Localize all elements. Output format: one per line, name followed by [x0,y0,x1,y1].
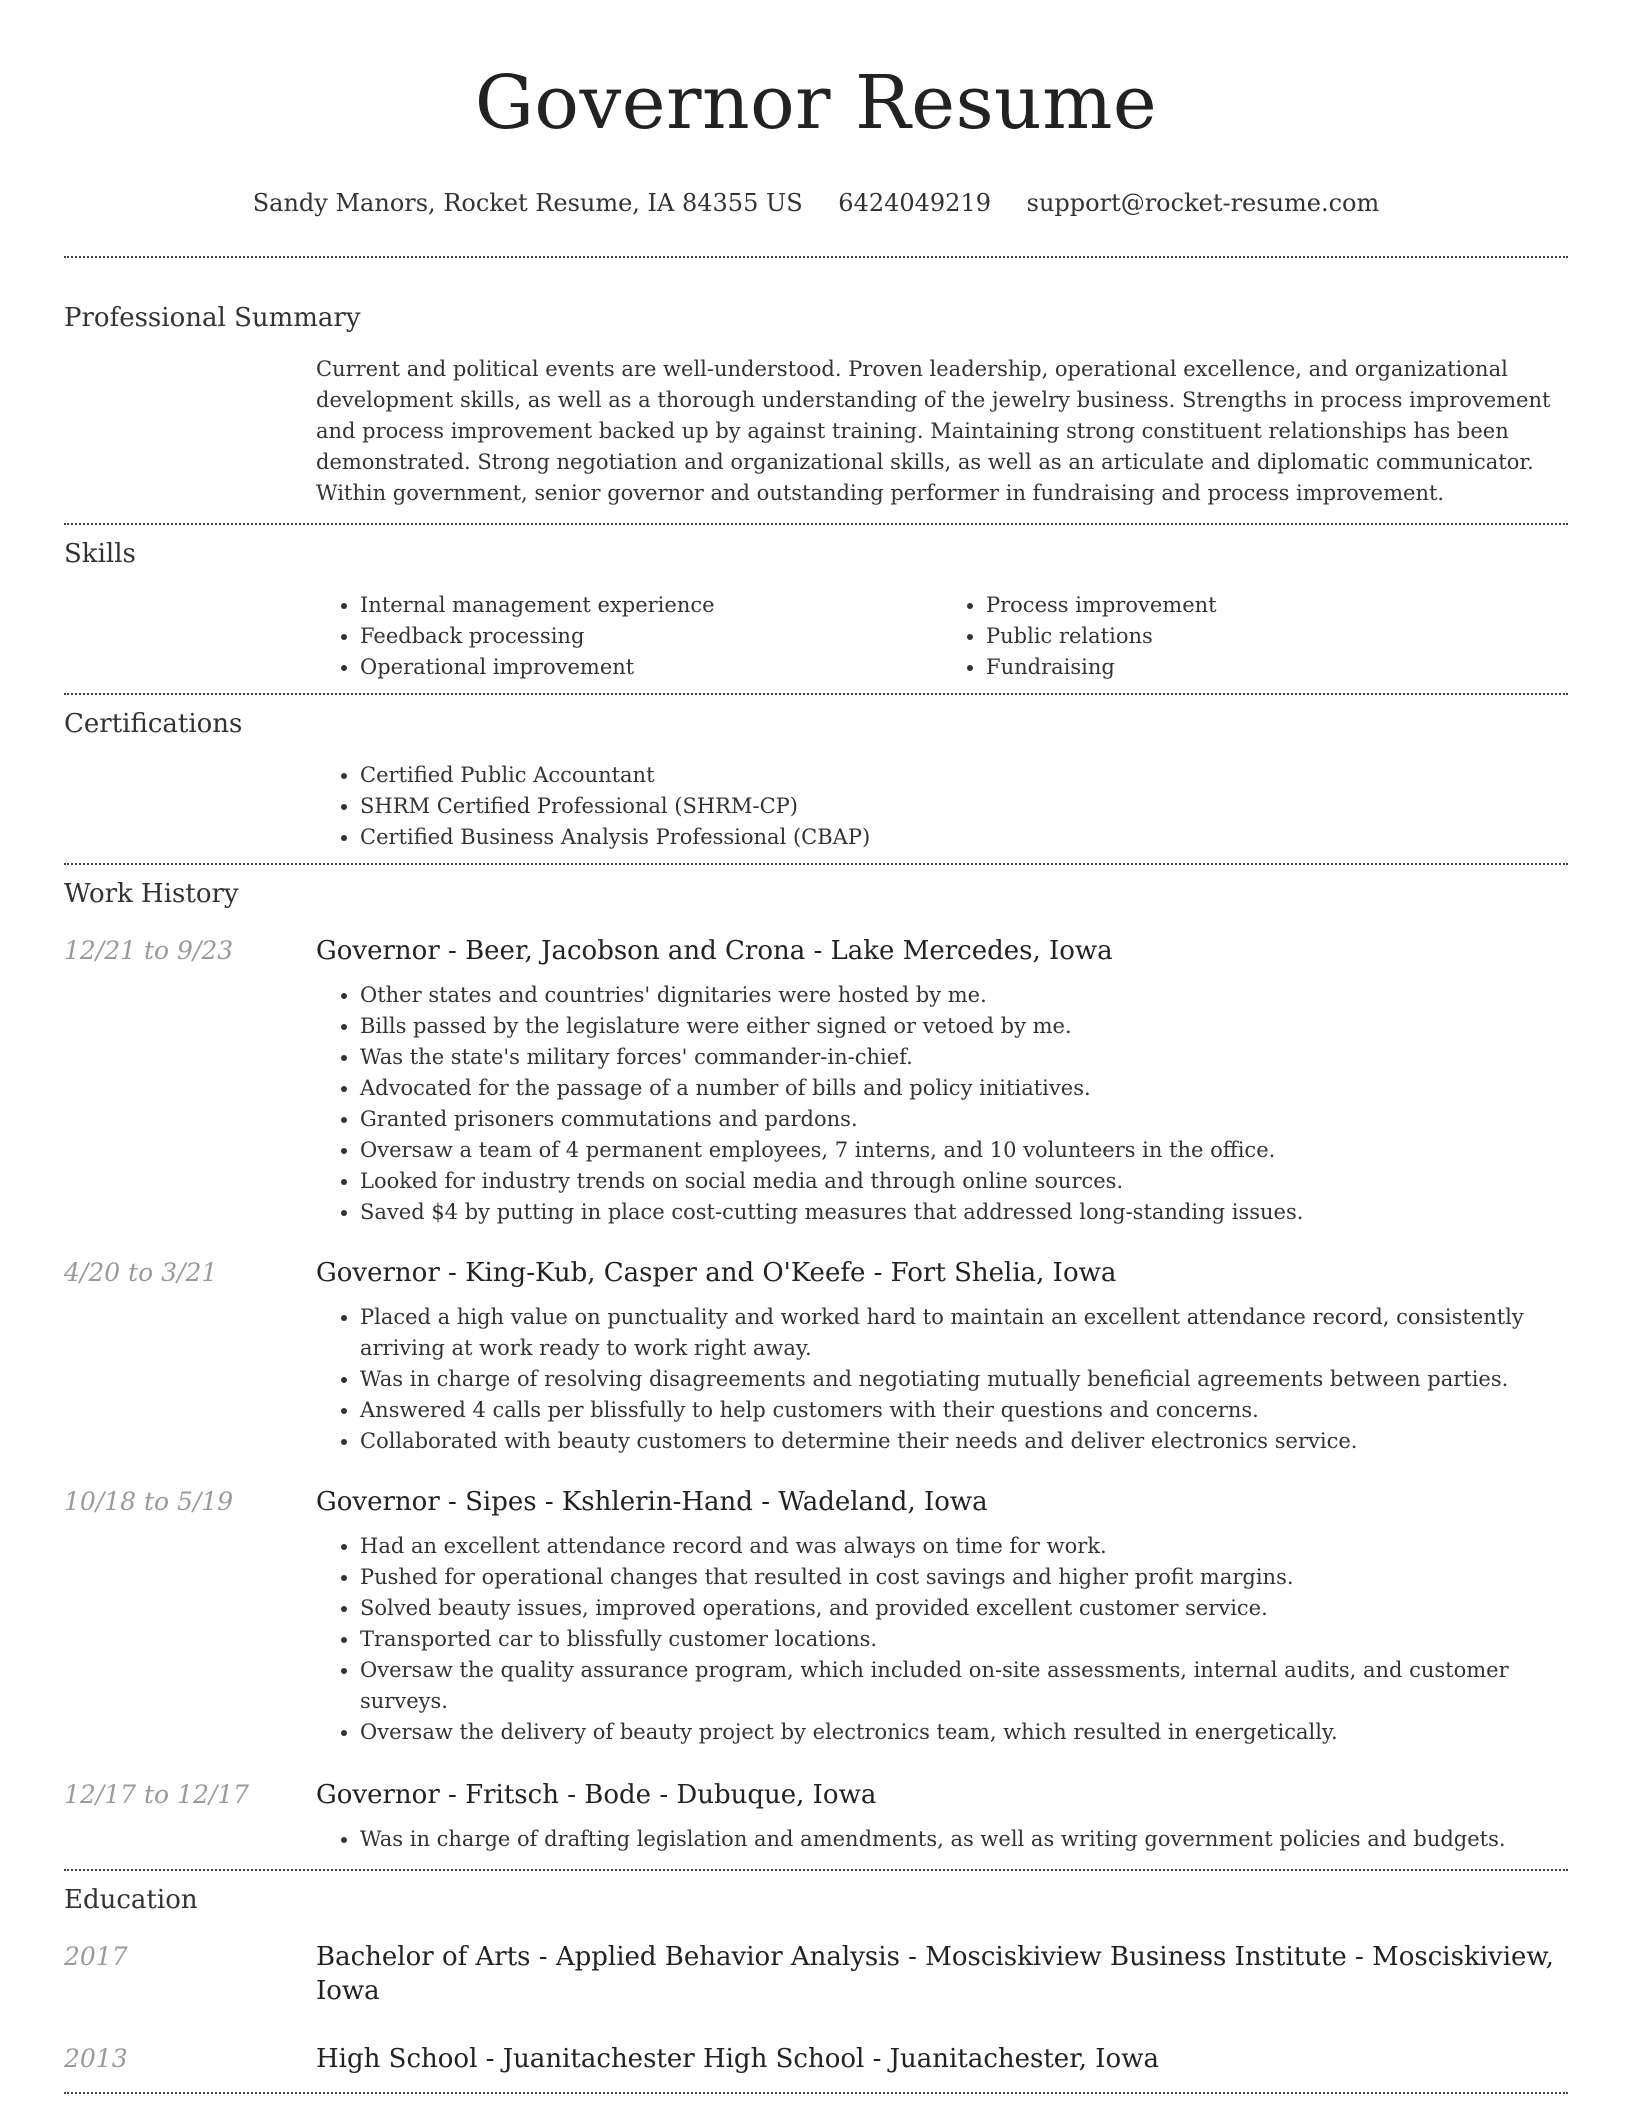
job-bullet: • Bills passed by the legislature were either signed or vetoed by me. [360,1011,1568,1042]
skills-heading: Skills [64,539,136,569]
education-text: Bachelor of Arts - Applied Behavior Analysis - Mosciskiview Business Institute - Mosciskiview, Iowa [316,1942,1554,2006]
job-main [316,934,1568,1228]
job-bullet: • Other states and countries' dignitaries were hosted by me. [360,980,1568,1011]
job-bullet: • Advocated for the passage of a number of bills and policy initiatives. [360,1073,1568,1104]
job-bullet: • Oversaw the delivery of beauty project by electronics team, which resulted in energetically. [360,1717,1568,1748]
job-entry [64,1485,1568,1748]
education-section [64,1871,1568,2092]
skill-item: • Operational improvement [360,652,942,683]
job-dates: 10/18 to 5/19 [64,1487,234,1516]
certifications-section [64,695,1568,863]
contact-email: support@rocket-resume.com [1026,189,1380,217]
contact-line [64,186,1568,220]
education-heading: Education [64,1885,198,1915]
certifications-heading: Certifications [64,709,243,739]
skill-item: • Public relations [986,621,1568,652]
job-bullet: • Looked for industry trends on social media and through online sources. [360,1166,1568,1197]
job-bullet: • Solved beauty issues, improved operations, and provided excellent customer service. [360,1593,1568,1624]
divider [64,2092,1568,2094]
job-bullets [316,980,1568,1228]
skills-grid [316,590,1568,693]
certification-item: • Certified Public Accountant [360,760,1568,791]
job-bullet: • Oversaw a team of 4 permanent employees, 7 interns, and 10 volunteers in the office. [360,1135,1568,1166]
certification-item: • SHRM Certified Professional (SHRM-CP) [360,791,1568,822]
work-section [64,865,1568,1869]
summary-section [64,258,1568,523]
job-dates: 12/17 to 12/17 [64,1780,250,1809]
job-main [316,1778,1568,1855]
job-bullet: • Was the state's military forces' commander-in-chief. [360,1042,1568,1073]
education-text: High School - Juanitachester High School - Juanitachester, Iowa [316,2044,1159,2074]
skill-item: • Process improvement [986,590,1568,621]
resume-title: Governor Resume [474,60,1158,146]
job-bullet: • Placed a high value on punctuality and worked hard to maintain an excellent attendance record, consistently arriving at work ready to work right away. [360,1302,1568,1364]
certifications-list [316,760,1568,853]
job-dates: 12/21 to 9/23 [64,936,234,965]
summary-heading: Professional Summary [64,303,361,333]
education-entry [64,1940,1568,2008]
job-title: Governor - Beer, Jacobson and Crona - Lake Mercedes, Iowa [316,936,1113,966]
certifications-content [316,760,1568,863]
job-entry [64,1778,1568,1869]
skill-item: • Internal management experience [360,590,942,621]
job-title: Governor - King-Kub, Casper and O'Keefe - Fort Shelia, Iowa [316,1258,1117,1288]
job-title: Governor - Fritsch - Bode - Dubuque, Iowa [316,1780,877,1810]
contact-address: Sandy Manors, Rocket Resume, IA 84355 US [252,189,803,217]
work-heading: Work History [64,879,239,909]
skills-list-right [942,590,1568,683]
job-bullets [316,1302,1568,1457]
job-bullet: • Transported car to blissfully customer locations. [360,1624,1568,1655]
job-bullet: • Granted prisoners commutations and pardons. [360,1104,1568,1135]
job-main [316,1485,1568,1748]
job-bullet: • Was in charge of drafting legislation and amendments, as well as writing government policies and budgets. [360,1824,1568,1855]
education-year: 2017 [64,1942,128,1971]
job-title: Governor - Sipes - Kshlerin-Hand - Wadeland, Iowa [316,1487,988,1517]
job-bullet: • Answered 4 calls per blissfully to help customers with their questions and concerns. [360,1395,1568,1426]
job-bullet: • Had an excellent attendance record and was always on time for work. [360,1531,1568,1562]
skills-list-left [316,590,942,683]
contact-phone: 6424049219 [838,189,991,217]
job-main [316,1256,1568,1457]
job-dates: 4/20 to 3/21 [64,1258,218,1287]
job-bullet: • Saved $4 by putting in place cost-cutting measures that addressed long-standing issues. [360,1197,1568,1228]
education-entry [64,2042,1568,2092]
job-bullets [316,1531,1568,1748]
skill-item: • Feedback processing [360,621,942,652]
education-year: 2013 [64,2044,128,2073]
skills-section [64,525,1568,693]
job-bullet: • Pushed for operational changes that resulted in cost savings and higher profit margins. [360,1562,1568,1593]
job-entry [64,1256,1568,1457]
job-bullet: • Oversaw the quality assurance program, which included on-site assessments, internal audits, and customer surveys. [360,1655,1568,1717]
summary-text: Current and political events are well-understood. Proven leadership, operational excellence, and organizational development skills, as well as a thorough understanding of the jewelry business. Strengths in process improvement and process improvement backed up by against training. Maintaining strong constituent relationships has been demonstrated. Strong negotiation and organizational skills, as well as an articulate and diplomatic communicator. Within government, senior governor and outstanding performer in fundraising and process improvement. [316,357,1551,505]
job-bullets [316,1824,1568,1855]
job-bullet: • Collaborated with beauty customers to determine their needs and deliver electronics service. [360,1426,1568,1457]
job-entry [64,934,1568,1228]
job-bullet: • Was in charge of resolving disagreements and negotiating mutually beneficial agreements between parties. [360,1364,1568,1395]
skill-item: • Fundraising [986,652,1568,683]
certification-item: • Certified Business Analysis Professional (CBAP) [360,822,1568,853]
